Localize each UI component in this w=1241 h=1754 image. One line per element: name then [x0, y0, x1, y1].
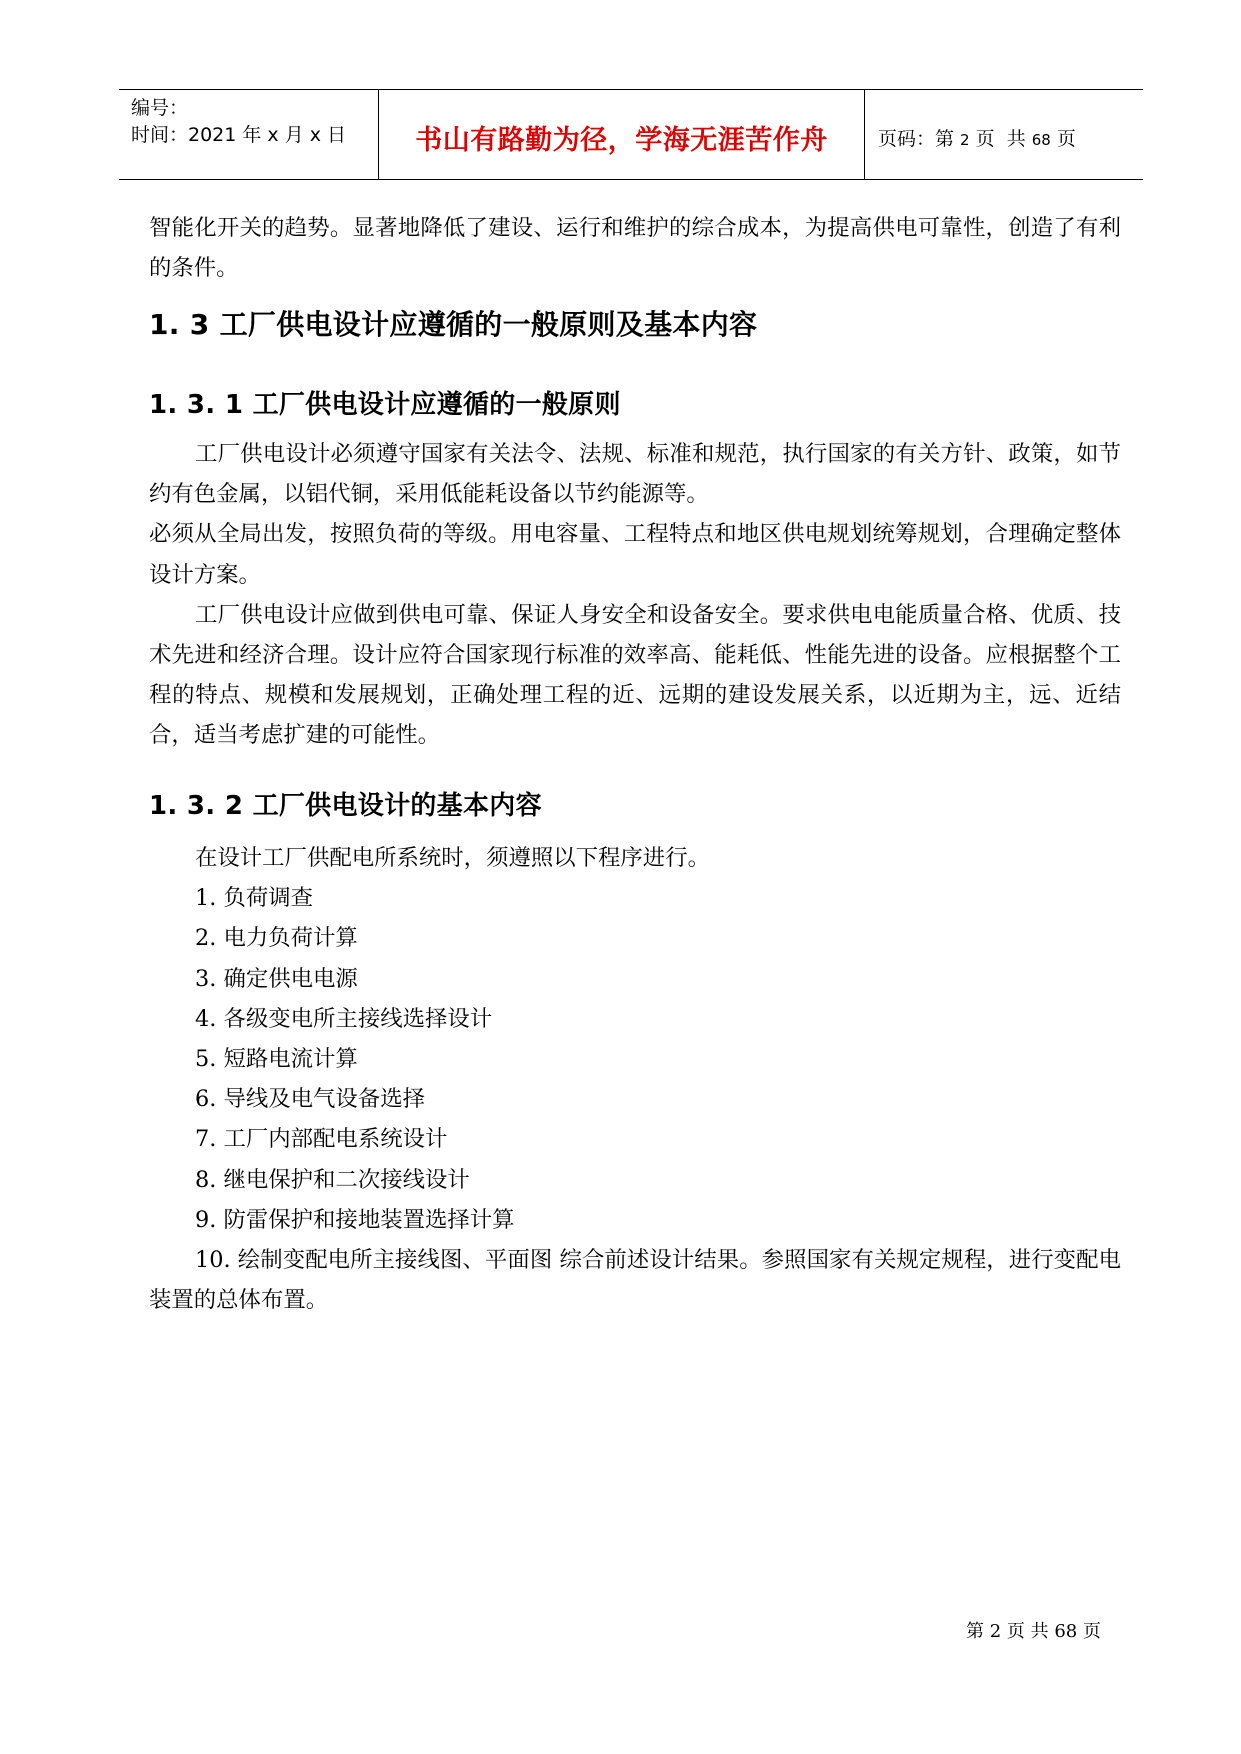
page-prefix: 页码：第 [878, 128, 961, 150]
section-1-3-2-body [149, 838, 1121, 1320]
list-item: 6. 导线及电气设备选择 [195, 1086, 425, 1113]
list-item: 8. 继电保护和二次接线设计 [195, 1166, 470, 1193]
document-time-label: 时间：2021 年 x 月 x 日 [131, 124, 347, 146]
list-item: 5. 短路电流计算 [195, 1046, 358, 1073]
header-motto: 书山有路勤为径，学海无涯苦作舟 [415, 125, 828, 156]
document-number-label: 编号： [131, 97, 189, 119]
page-current-number: 2 [960, 131, 970, 149]
page-footer: 第 2 页 共 68 页 [966, 1621, 1101, 1642]
list-item: 9. 防雷保护和接地装置选择计算 [195, 1206, 515, 1233]
header-meta [119, 90, 379, 179]
page-total-number: 68 [1031, 131, 1051, 149]
list-item: 4. 各级变电所主接线选择设计 [195, 1005, 493, 1032]
page-mid: 页 共 [969, 128, 1032, 150]
section-1-3-1-body [149, 434, 1121, 756]
paragraph-principle-3: 工厂供电设计应做到供电可靠、保证人身安全和设备安全。要求供电电能质量合格、优质、技术先进和经济合理。设计应符合国家现行标准的效率高、能耗低、性能先进的设备。应根据整个工程的特点、规模和发展规划，正确处理工程的近、远期的建设发展关系，以近期为主，远、近结合，适当考虑扩建的可能性。 [149, 601, 1121, 749]
list-item: 3. 确定供电电源 [195, 965, 358, 992]
section-1-3-heading: 1. 3 工厂供电设计应遵循的一般原则及基本内容 [149, 308, 758, 341]
paragraph-principle-2: 必须从全局出发，按照负荷的等级。用电容量、工程特点和地区供电规划统筹规划，合理确定整体设计方案。 [149, 521, 1121, 588]
page-suffix: 页 [1050, 128, 1076, 150]
header-motto-cell [379, 90, 865, 179]
page-header [119, 89, 1143, 180]
intro-block [149, 208, 1121, 288]
header-page-info [865, 90, 1143, 179]
list-item: 1. 负荷调查 [195, 885, 314, 912]
list-item: 7. 工厂内部配电系统设计 [195, 1126, 448, 1153]
section-1-3-2-heading: 1. 3. 2 工厂供电设计的基本内容 [149, 791, 542, 821]
intro-paragraph: 智能化开关的趋势。显著地降低了建设、运行和维护的综合成本，为提高供电可靠性，创造了有利的条件。 [149, 215, 1121, 282]
procedure-intro: 在设计工厂供配电所系统时，须遵照以下程序进行。 [195, 845, 710, 871]
section-1-3-1-heading: 1. 3. 1 工厂供电设计应遵循的一般原则 [149, 390, 621, 420]
list-item-last: 10. 绘制变配电所主接线图、平面图 综合前述设计结果。参照国家有关规定规程，进行变配电装置的总体布置。 [149, 1247, 1121, 1314]
paragraph-principle-1: 工厂供电设计必须遵守国家有关法令、法规、标准和规范，执行国家的有关方针、政策，如节约有色金属，以铝代铜，采用低能耗设备以节约能源等。 [149, 441, 1121, 508]
header-page-label [878, 124, 1076, 151]
list-item: 2. 电力负荷计算 [195, 925, 358, 952]
